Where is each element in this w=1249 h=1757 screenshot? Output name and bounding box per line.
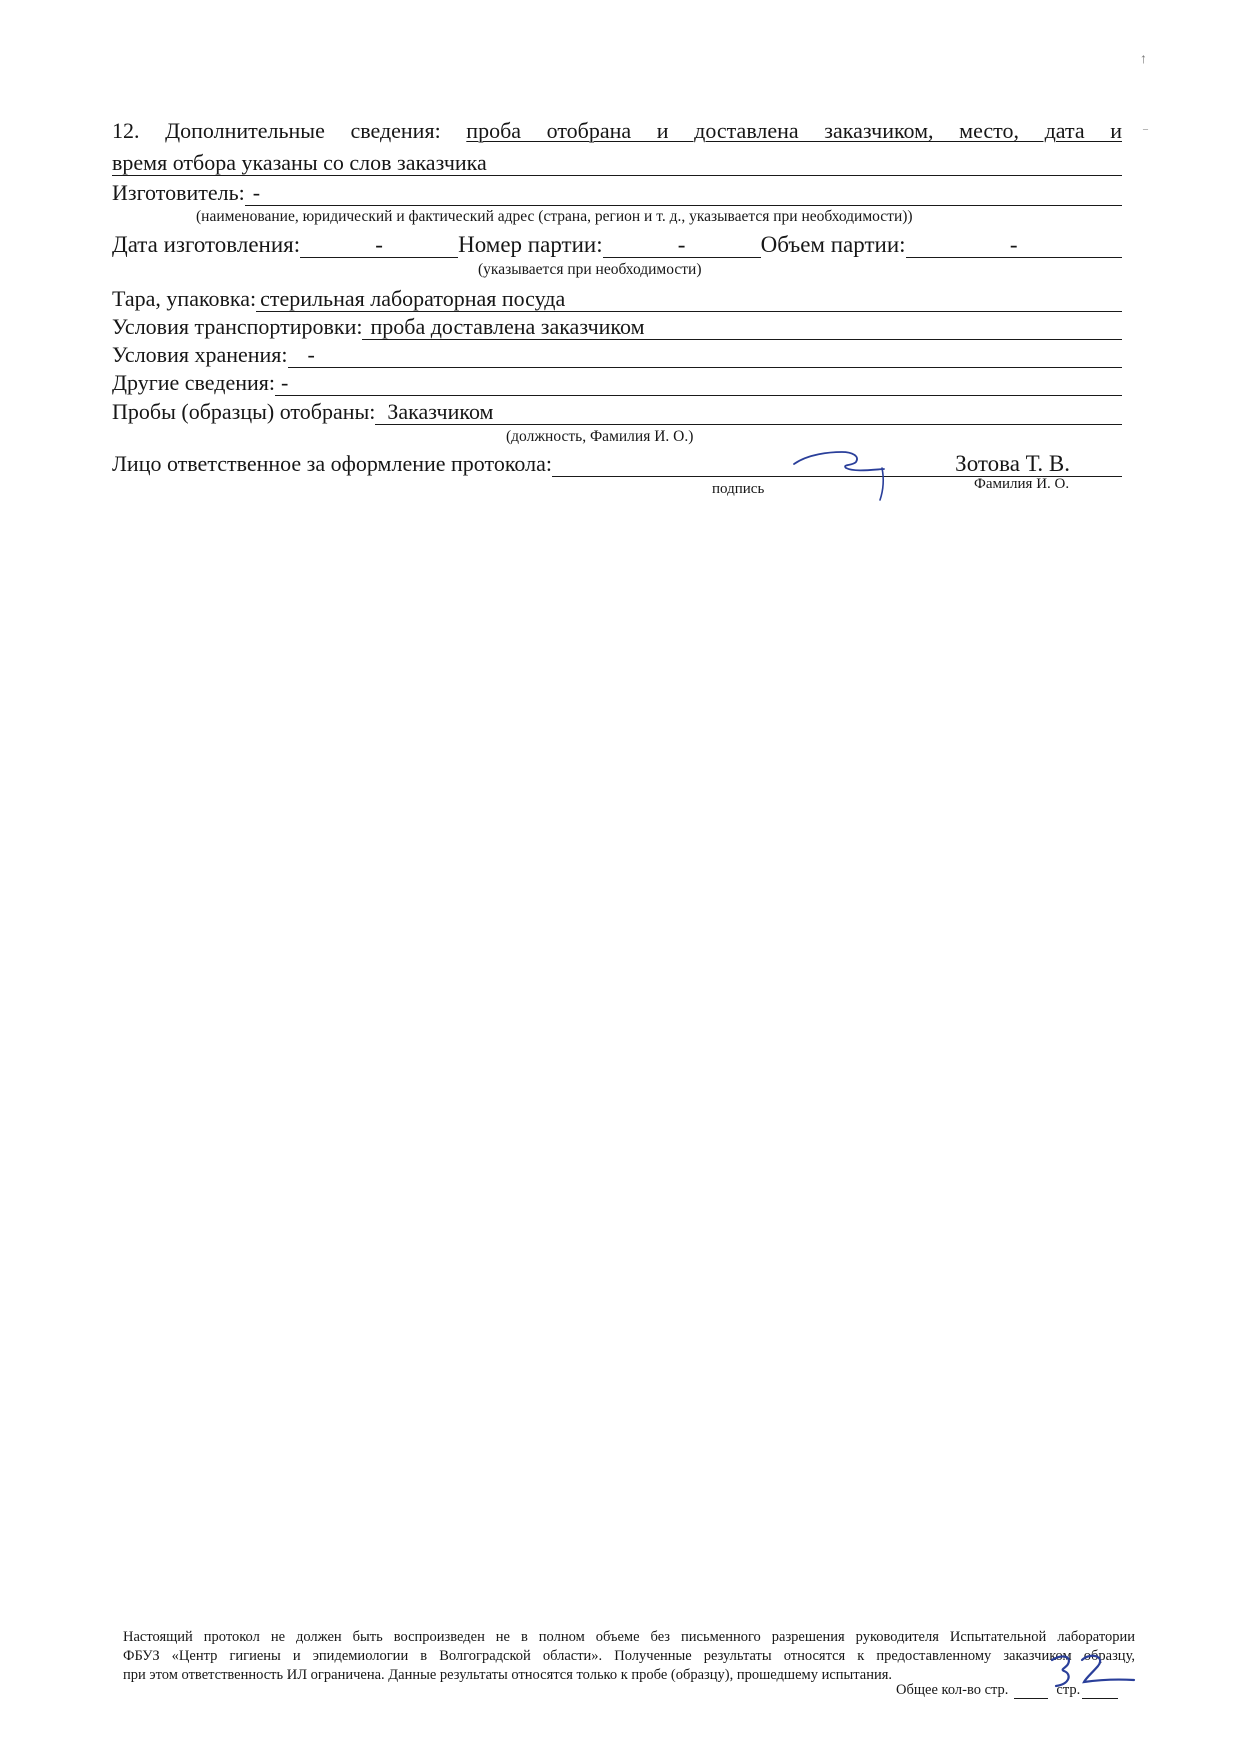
sampled-by-value: Заказчиком — [375, 399, 1122, 425]
production-caption: (указывается при необходимости) — [478, 261, 702, 278]
scan-mark: ↑ — [1140, 52, 1147, 67]
storage-value: - — [288, 342, 1122, 368]
footer-disclaimer — [123, 1628, 1135, 1685]
sampled-by-row — [112, 399, 1122, 425]
additional-info-label: 12. Дополнительные сведения: — [112, 118, 441, 143]
other-info-row — [112, 370, 1122, 396]
total-pages-label: Общее кол-во стр. — [896, 1682, 1009, 1698]
batch-volume-label: Объем партии: — [760, 232, 906, 257]
additional-info-value-line1: проба отобрана и доставлена заказчиком, место, дата и — [466, 118, 1122, 143]
other-info-value: - — [275, 370, 1122, 396]
production-date-value: - — [300, 232, 458, 258]
transport-value: проба доставлена заказчиком — [362, 314, 1122, 340]
transport-label: Условия транспортировки: — [112, 314, 363, 339]
additional-info-value-line2: время отбора указаны со слов заказчика — [112, 150, 1122, 176]
packaging-label: Тара, упаковка: — [112, 286, 257, 311]
responsible-label: Лицо ответственное за оформление протокола: — [112, 451, 552, 476]
manufacturer-row — [112, 180, 1122, 206]
production-row — [112, 232, 1122, 258]
total-pages-blank — [1014, 1683, 1048, 1699]
sampled-by-label: Пробы (образцы) отобраны: — [112, 399, 376, 424]
footer-line2: ФБУЗ «Центр гигиены и эпидемиологии в Волгоградской области». Полученные результаты относятся к предоставленному заказчиком образцу, — [123, 1648, 1135, 1664]
packaging-value: стерильная лабораторная посуда — [256, 286, 1122, 312]
additional-info-line1 — [112, 118, 1122, 146]
responsible-name: Зотова Т. В. — [955, 451, 1070, 476]
manufacturer-value: - — [245, 180, 1122, 206]
sampled-by-caption: (должность, Фамилия И. О.) — [506, 428, 694, 445]
handwritten-signature — [780, 432, 920, 502]
storage-row — [112, 342, 1122, 368]
batch-number-value: - — [603, 232, 761, 258]
batch-volume-value: - — [906, 232, 1122, 258]
responsible-row — [112, 451, 1122, 477]
name-caption: Фамилия И. О. — [974, 476, 1070, 492]
other-info-label: Другие сведения: — [112, 370, 276, 395]
manufacturer-caption: (наименование, юридический и фактический адрес (страна, регион и т. д., указывается при необходимости)) — [196, 208, 913, 225]
scan-mark: – — [1143, 124, 1148, 135]
signature-caption: подпись — [712, 481, 765, 497]
page-label: стр. — [1056, 1682, 1081, 1698]
manufacturer-label: Изготовитель: — [112, 180, 245, 205]
handwritten-page-count — [1046, 1652, 1142, 1696]
additional-info-line2 — [112, 150, 1122, 176]
footer-line3: при этом ответственность ИЛ ограничена. Данные результаты относятся только к пробе (образцу), прошедшему испытания. — [123, 1667, 893, 1683]
batch-number-label: Номер партии: — [458, 232, 603, 257]
production-date-label: Дата изготовления: — [112, 232, 301, 257]
storage-label: Условия хранения: — [112, 342, 288, 367]
packaging-row — [112, 286, 1122, 312]
footer-line1: Настоящий протокол не должен быть воспроизведен не в полном объеме без письменного разрешения руководителя Испытательной лаборатории — [123, 1629, 1135, 1645]
transport-row — [112, 314, 1122, 340]
